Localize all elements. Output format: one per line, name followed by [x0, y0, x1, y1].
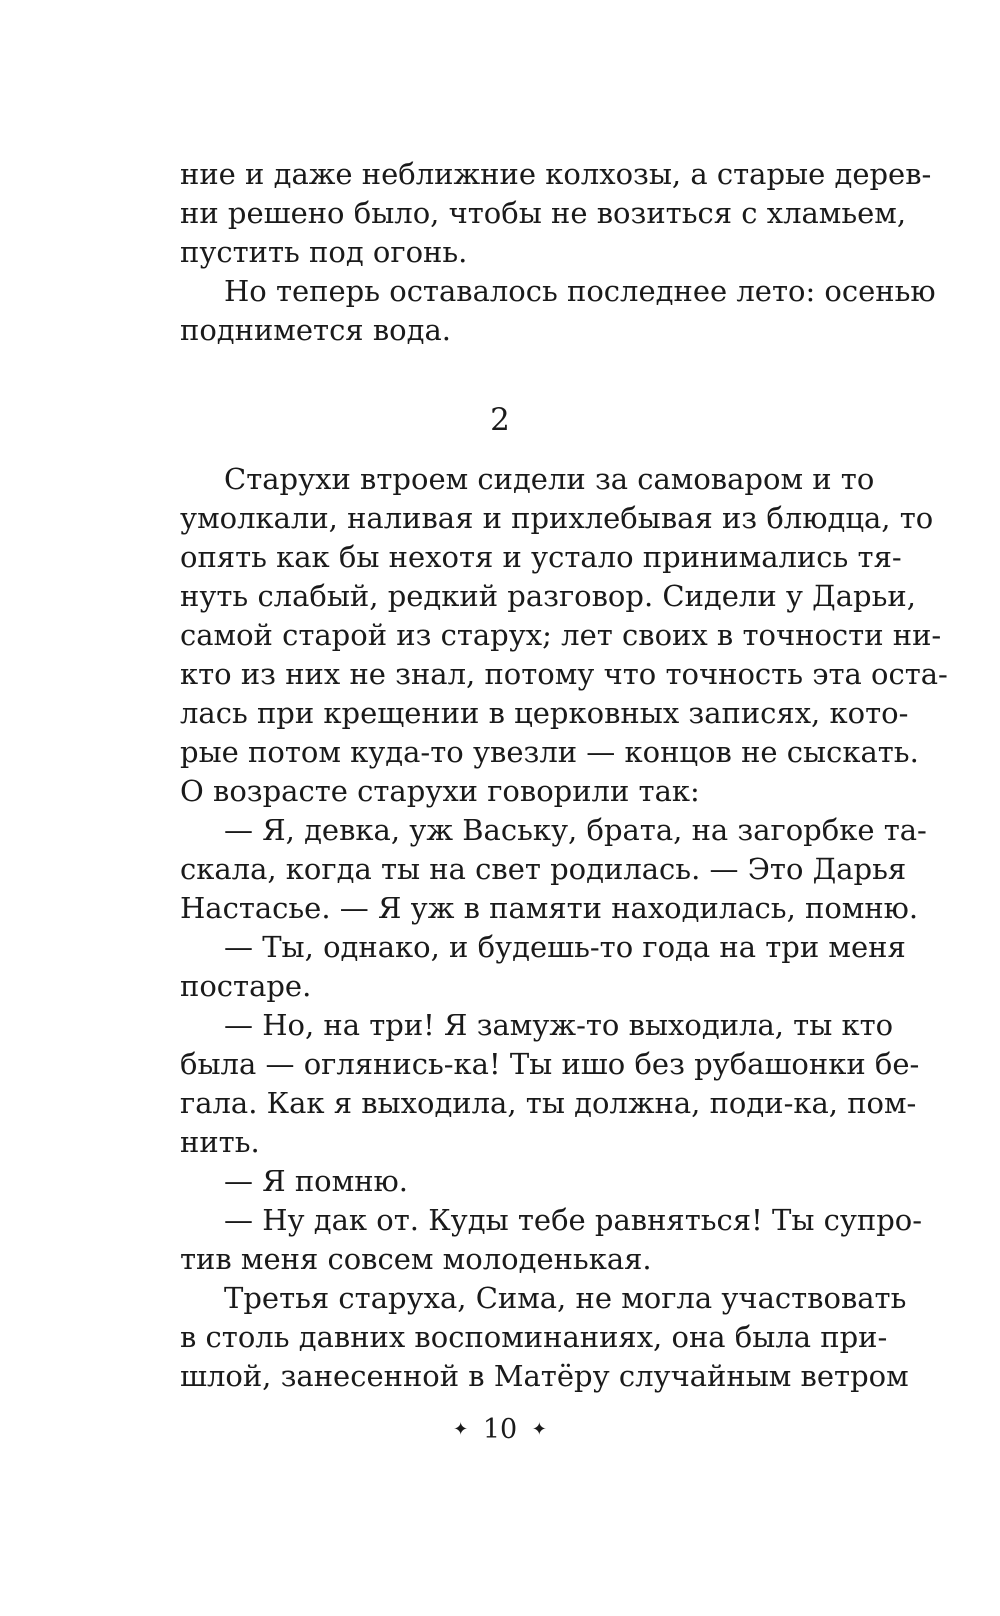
star-ornament-icon: ✦	[531, 1419, 547, 1440]
text-line: Третья старуха, Сима, не могла участвовать	[224, 1281, 907, 1315]
text-line: тив меня совсем молоденькая.	[180, 1242, 652, 1276]
text-line: лась при крещении в церковных записях, кото-	[180, 696, 909, 730]
text-line: — Но, на три! Я замуж-то выходила, ты кто	[224, 1008, 894, 1042]
text-line: гала. Как я выходила, ты должна, поди-ка, пом-	[180, 1086, 917, 1120]
text-line: самой старой из старух; лет своих в точности ни-	[180, 618, 942, 652]
text-line: пустить под огонь.	[180, 235, 468, 269]
star-ornament-icon: ✦	[453, 1419, 469, 1440]
text-line: скала, когда ты на свет родилась. — Это Дарья	[180, 852, 907, 886]
text-block-top	[180, 155, 936, 350]
page-number: 10	[482, 1414, 518, 1445]
text-line: ние и даже неближние колхозы, а старые дерев-	[180, 157, 932, 191]
text-line: в столь давних воспоминаниях, она была при-	[180, 1320, 888, 1354]
text-line: О возрасте старухи говорили так:	[180, 774, 700, 808]
text-line: — Ну дак от. Куды тебе равняться! Ты супро-	[224, 1203, 923, 1237]
text-line: опять как бы нехотя и устало принимались тя-	[180, 540, 902, 574]
text-line: поднимется вода.	[180, 313, 451, 347]
text-line: ни решено было, чтобы не возиться с хламьем,	[180, 196, 907, 230]
text-block-main	[180, 460, 948, 1396]
text-line: нуть слабый, редкий разговор. Сидели у Дарьи,	[180, 579, 916, 613]
text-line: шлой, занесенной в Матёру случайным ветром	[180, 1359, 909, 1393]
text-line: — Я, девка, уж Ваську, брата, на загорбке та-	[224, 813, 927, 847]
text-line: Старухи втроем сидели за самоваром и то	[224, 462, 875, 496]
text-line: умолкали, наливая и прихлебывая из блюдца, то	[180, 501, 934, 535]
text-line: нить.	[180, 1125, 260, 1159]
text-line: Настасье. — Я уж в памяти находилась, помню.	[180, 891, 919, 925]
page-number-footer	[0, 1412, 1000, 1448]
text-line: — Я помню.	[224, 1164, 408, 1198]
text-line: Но теперь оставалось последнее лето: осенью	[224, 274, 936, 308]
text-line: кто из них не знал, потому что точность эта оста-	[180, 657, 948, 691]
text-line: постаре.	[180, 969, 312, 1003]
text-line: была — оглянись-ка! Ты ишо без рубашонки бе-	[180, 1047, 920, 1081]
chapter-number: 2	[490, 402, 510, 438]
text-line: — Ты, однако, и будешь-то года на три меня	[224, 930, 906, 964]
text-line: рые потом куда-то увезли — концов не сыскать.	[180, 735, 919, 769]
